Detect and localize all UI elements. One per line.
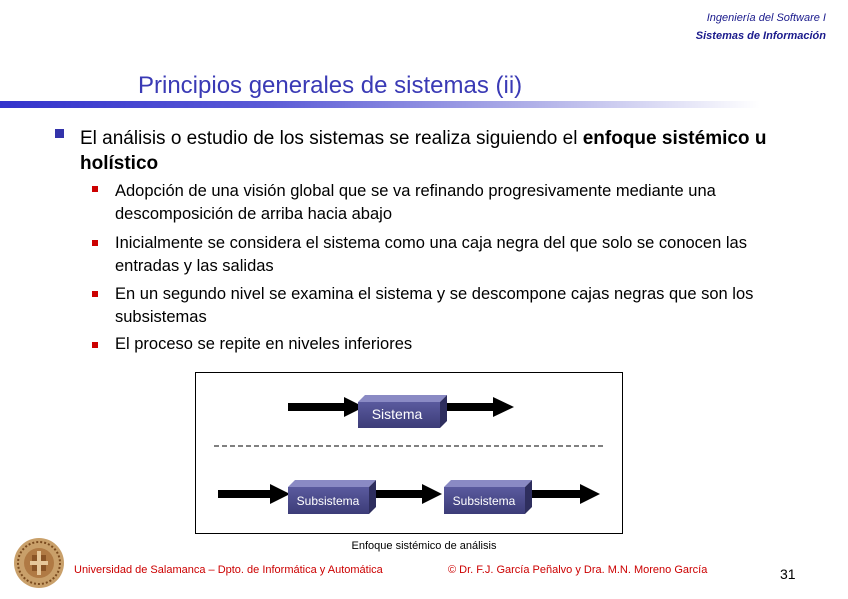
course-name: Ingeniería del Software I <box>706 12 826 24</box>
title-underline <box>0 101 760 108</box>
main-bullet-bold: enfoque sistémico u holístico <box>80 128 767 174</box>
footer-university: Universidad de Salamanca – Dpto. de Informática y Automática <box>74 564 383 576</box>
sub-bullet-text: En un segundo nivel se examina el sistema y se descompone cajas negras que son los subsistemas <box>115 285 754 326</box>
top-output-arrow <box>447 397 514 417</box>
sub-bullet-marker <box>92 240 98 246</box>
top-input-arrow <box>288 397 364 417</box>
page-number: 31 <box>780 566 796 582</box>
bottom-output-arrow <box>532 484 600 504</box>
between-arrow <box>376 484 442 504</box>
sub-bullet-marker <box>92 186 98 192</box>
diagram-canvas <box>196 373 622 533</box>
main-bullet-marker <box>55 129 64 138</box>
sub-bullet-marker <box>92 291 98 297</box>
systemic-diagram <box>195 372 623 534</box>
sub-bullet-marker <box>92 342 98 348</box>
sub-bullet-text: Inicialmente se considera el sistema como una caja negra del que solo se conocen las entradas y las salidas <box>115 234 747 275</box>
bottom-input-arrow <box>218 484 290 504</box>
slide-title: Principios generales de sistemas (ii) <box>138 72 523 99</box>
subsystem-box-2 <box>444 480 532 514</box>
subsystem-box-1 <box>288 480 376 514</box>
main-bullet-text <box>80 126 780 176</box>
sub-bullet-text: Adopción de una visión global que se va refinando progresivamente mediante una descomposición de arriba hacia abajo <box>115 182 716 223</box>
subject-name: Sistemas de Información <box>695 30 826 42</box>
sub-bullet-text: El proceso se repite en niveles inferiores <box>115 335 413 353</box>
system-box <box>358 395 447 428</box>
subsystem-label-2: Subsistema <box>452 494 516 508</box>
university-seal-icon <box>13 537 65 589</box>
subsystem-label-1: Subsistema <box>296 494 360 508</box>
system-box-label: Sistema <box>371 406 423 422</box>
diagram-caption: Enfoque sistémico de análisis <box>351 540 497 552</box>
footer-authors: © Dr. F.J. García Peñalvo y Dra. M.N. Moreno García <box>448 564 708 576</box>
main-bullet-plain: El análisis o estudio de los sistemas se realiza siguiendo el <box>80 128 583 149</box>
